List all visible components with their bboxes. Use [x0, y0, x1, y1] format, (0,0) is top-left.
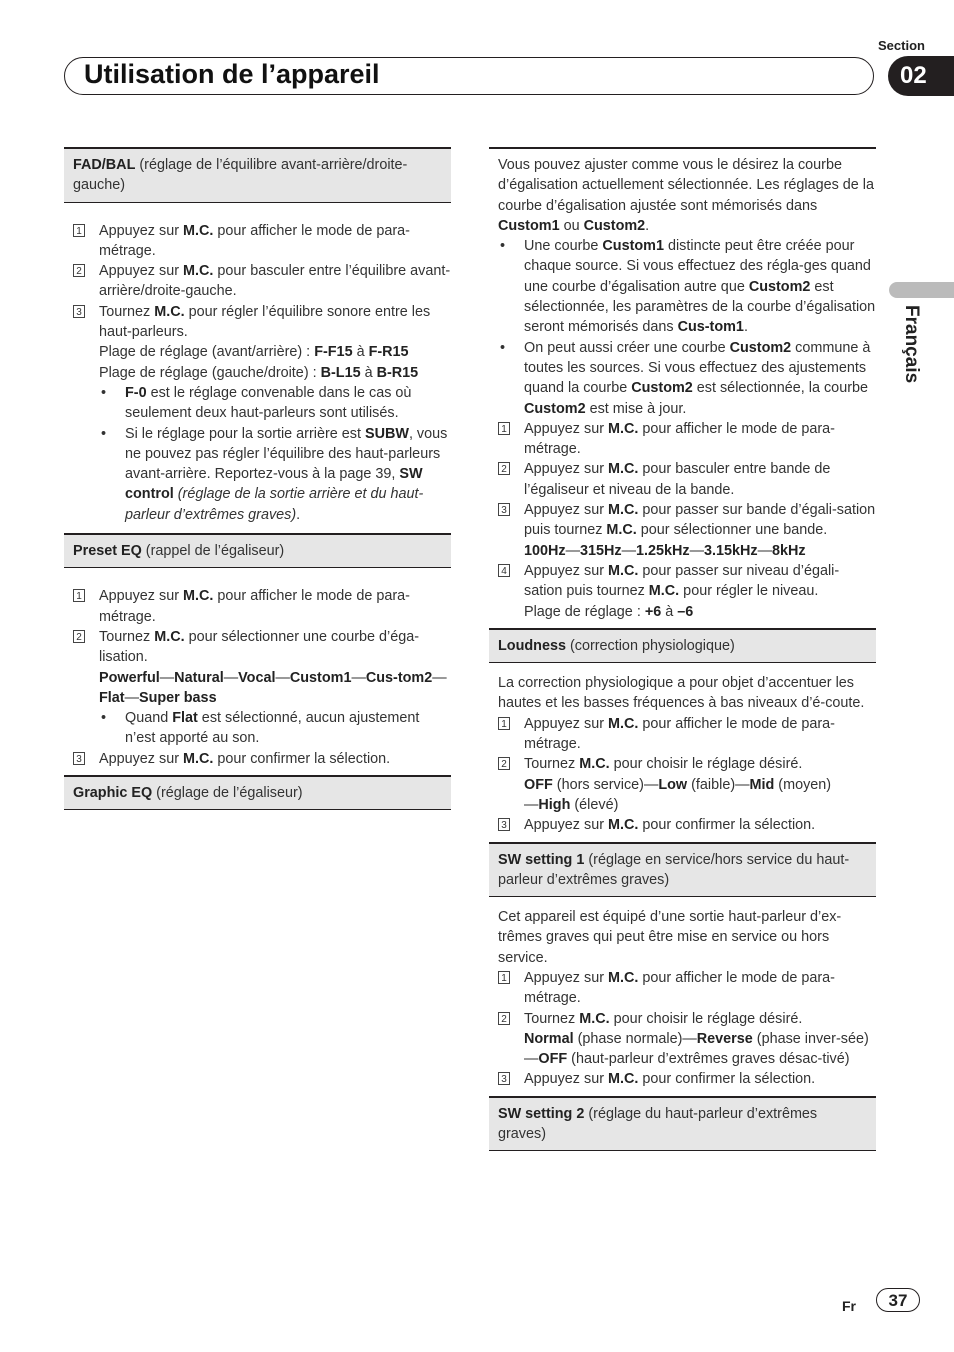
sw-setting-1-heading: SW setting 1 (réglage en service/hors service du haut-parleur d’extrêmes graves) — [489, 842, 876, 898]
graphic-eq-heading: Graphic EQ (réglage de l’égaliseur) — [64, 775, 451, 810]
preset-step-1: 1 Appuyez sur M.C. pour afficher le mode de para-métrage. — [64, 586, 451, 627]
eq-note-1: • Une courbe Custom1 distincte peut être créée pour chaque source. Si vous effectuez des régla-ges quand une courbe d’égalisation autre que Custom2 est sélectionnée, les paramètres de la courbe d’égalisation seront mémorisés dans Cus-tom1. — [500, 238, 876, 336]
preset-note: • Quand Flat est sélectionné, aucun ajustement n’est apporté au son. — [101, 710, 420, 747]
section-number: 02 — [888, 56, 954, 96]
loudness-step-2: 2 Tournez M.C. pour choisir le réglage désiré. — [489, 754, 876, 774]
eq-intro: Vous pouvez ajuster comme vous le désirez la courbe d’égalisation actuellement sélectionnée. Les réglages de la courbe d’égalisation ajustée sont mémorisés dans Custom1 ou Custom2. — [498, 157, 875, 234]
fad-range-front-rear: Plage de réglage (avant/arrière) : F-F15 à F-R15 — [99, 344, 409, 361]
section-label: Section — [878, 38, 925, 53]
eq-step-3: 3 Appuyez sur M.C. pour passer sur bande d’égali-sation puis tournez M.C. pour sélectionner une bande. — [489, 500, 876, 541]
sw1-intro: Cet appareil est équipé d’une sortie haut-parleur d’ex-trêmes graves qui peut être mise en service ou hors service. — [498, 909, 842, 966]
eq-step-2: 2 Appuyez sur M.C. pour basculer entre bande de l’égaliseur et niveau de la bande. — [489, 459, 876, 500]
loudness-intro: La correction physiologique a pour objet d’accentuer les hautes et les basses fréquences à bas niveaux d’é-coute. — [498, 675, 865, 712]
fad-note-1: • F-0 est le réglage convenable dans le cas où seulement deux haut-parleurs sont utilisés. — [101, 384, 412, 422]
language-tab-marker — [889, 282, 954, 298]
sw1-step-1: 1 Appuyez sur M.C. pour afficher le mode de para-métrage. — [489, 968, 876, 1009]
sw1-options: Normal (phase normale)—Reverse (phase inver-sée)—OFF (haut-parleur d’extrêmes graves désac-tivé) — [524, 1030, 869, 1068]
preset-options: Powerful—Natural—Vocal—Custom1—Cus-tom2—Flat—Super bass — [99, 669, 447, 706]
eq-step-4: 4 Appuyez sur M.C. pour passer sur niveau d’égali-sation puis tournez M.C. pour régler le niveau. — [489, 561, 876, 602]
sw1-step-2: 2 Tournez M.C. pour choisir le réglage désiré. — [489, 1009, 876, 1029]
preset-eq-heading: Preset EQ (rappel de l’égaliseur) — [64, 533, 451, 568]
loudness-step-3: 3 Appuyez sur M.C. pour confirmer la sélection. — [489, 815, 876, 835]
loudness-options: OFF (hors service)—Low (faible)—Mid (moyen) —High (élevé) — [524, 776, 832, 813]
language-code: Fr — [842, 1298, 856, 1314]
sw1-step-3: 3 Appuyez sur M.C. pour confirmer la sélection. — [489, 1069, 876, 1089]
preset-step-2: 2 Tournez M.C. pour sélectionner une courbe d’éga-lisation. — [64, 627, 451, 668]
eq-note-2: • On peut aussi créer une courbe Custom2 commune à toutes les sources. Si vous effectuez des ajustements quand la courbe Custom2 est sélectionnée, la courbe Custom2 est mise à jour. — [500, 339, 871, 417]
eq-bands: 100Hz—315Hz—1.25kHz—3.15kHz—8kHz — [524, 542, 806, 559]
fad-range-left-right: Plage de réglage (gauche/droite) : B-L15 à B-R15 — [99, 364, 419, 381]
left-column — [64, 147, 451, 810]
eq-level-range: Plage de réglage : +6 à –6 — [524, 603, 694, 620]
fad-bal-heading: FAD/BAL (réglage de l’équilibre avant-arrière/droite-gauche) — [64, 147, 451, 203]
preset-step-3: 3 Appuyez sur M.C. pour confirmer la sélection. — [64, 749, 451, 769]
fad-step-3: 3 Tournez M.C. pour régler l’équilibre sonore entre les haut-parleurs. — [64, 302, 451, 343]
fad-step-2: 2 Appuyez sur M.C. pour basculer entre l’équilibre avant-arrière/droite-gauche. — [64, 261, 451, 302]
page-number: 37 — [876, 1288, 920, 1312]
loudness-heading: Loudness (correction physiologique) — [489, 628, 876, 663]
language-tab-label: Français — [901, 305, 922, 384]
loudness-step-1: 1 Appuyez sur M.C. pour afficher le mode de para-métrage. — [489, 714, 876, 755]
right-column — [489, 147, 876, 1151]
eq-step-1: 1 Appuyez sur M.C. pour afficher le mode de para-métrage. — [489, 419, 876, 460]
fad-step-1: 1 Appuyez sur M.C. pour afficher le mode de para-métrage. — [64, 221, 451, 262]
fad-note-2: • Si le réglage pour la sortie arrière est SUBW, vous ne pouvez pas régler l’équilibre des haut-parleurs avant-arrière. Reportez-vous à la page 39, SW control (réglage de la sortie arrière et du haut-parleur d’extrêmes graves). — [101, 425, 448, 523]
page-title: Utilisation de l’appareil — [84, 59, 380, 89]
sw-setting-2-heading: SW setting 2 (réglage du haut-parleur d’extrêmes graves) — [489, 1096, 876, 1152]
